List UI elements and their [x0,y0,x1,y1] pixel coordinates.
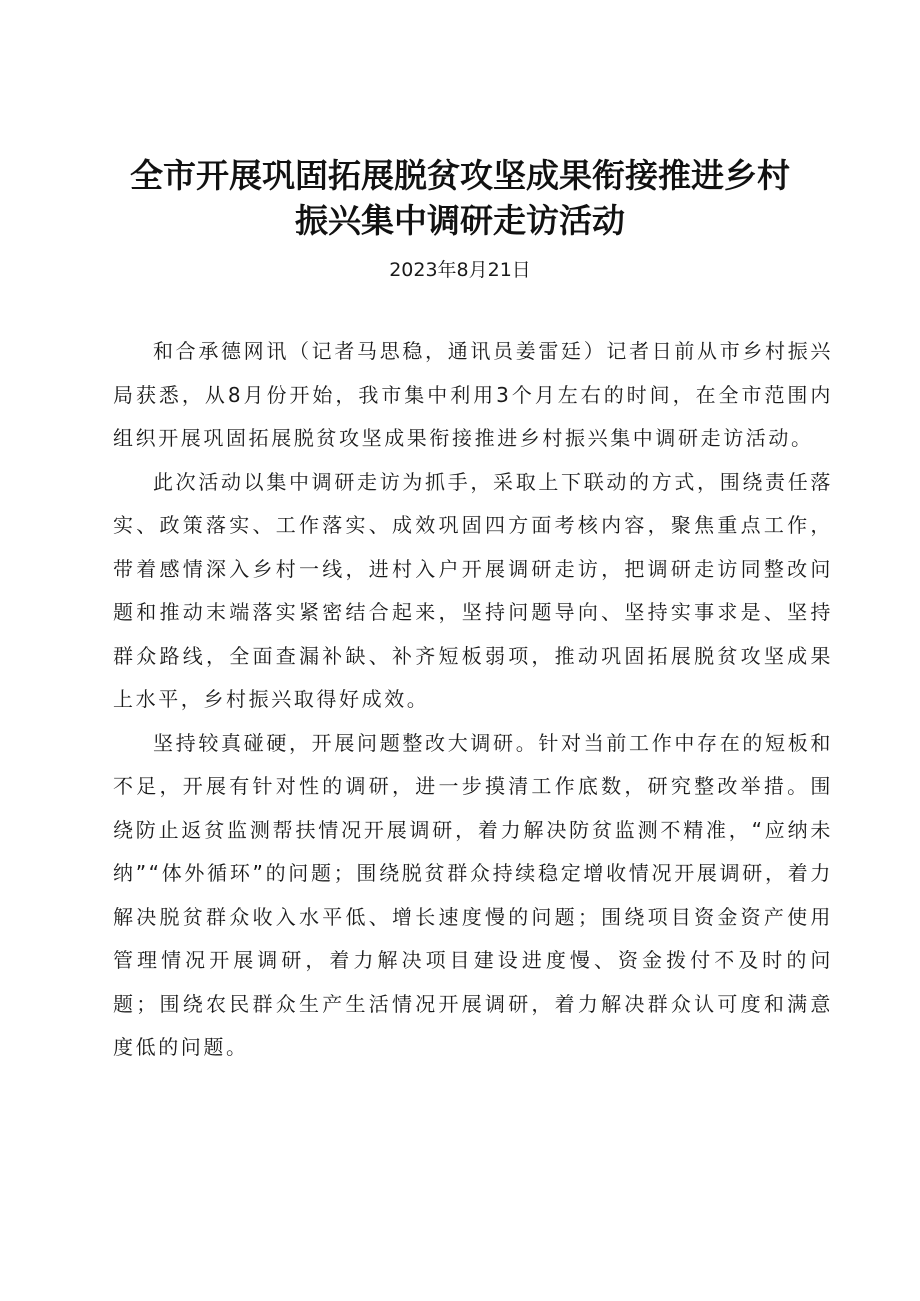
paragraph-1: 和合承德网讯（记者马思稳，通讯员姜雷廷）记者日前从市乡村振兴局获悉，从8月份开始，我市集中利用3个月左右的时间，在全市范围内组织开展巩固拓展脱贫攻坚成果衔接推进乡村振兴集中调研走访活动。 [113,339,833,450]
paragraph-3: 坚持较真碰硬，开展问题整改大调研。针对当前工作中存在的短板和不足，开展有针对性的调研，进一步摸清工作底数，研究整改举措。围绕防止返贫监测帮扶情况开展调研，着力解决防贫监测不精准，“应纳未纳”“体外循环”的问题；围绕脱贫群众持续稳定增收情况开展调研，着力解决脱贫群众收入水平低、增长速度慢的问题；围绕项目资金资产使用管理情况开展调研，着力解决项目建设进度慢、资金拨付不及时的问题；围绕农民群众生产生活情况开展调研，着力解决群众认可度和满意度低的问题。 [113,730,833,1059]
document-title-line-1: 全市开展巩固拓展脱贫攻坚成果衔接推进乡村 [130,156,790,195]
document-date: 2023年8月21日 [389,259,531,281]
paragraph-2: 此次活动以集中调研走访为抓手，采取上下联动的方式，围绕责任落实、政策落实、工作落实、成效巩固四方面考核内容，聚焦重点工作，带着感情深入乡村一线，进村入户开展调研走访，把调研走访同整改问题和推动末端落实紧密结合起来，坚持问题导向、坚持实事求是、坚持群众路线，全面查漏补缺、补齐短板弱项，推动巩固拓展脱贫攻坚成果上水平，乡村振兴取得好成效。 [113,469,833,711]
document-title-line-2: 振兴集中调研走访活动 [295,201,625,240]
article-body [113,330,833,1070]
